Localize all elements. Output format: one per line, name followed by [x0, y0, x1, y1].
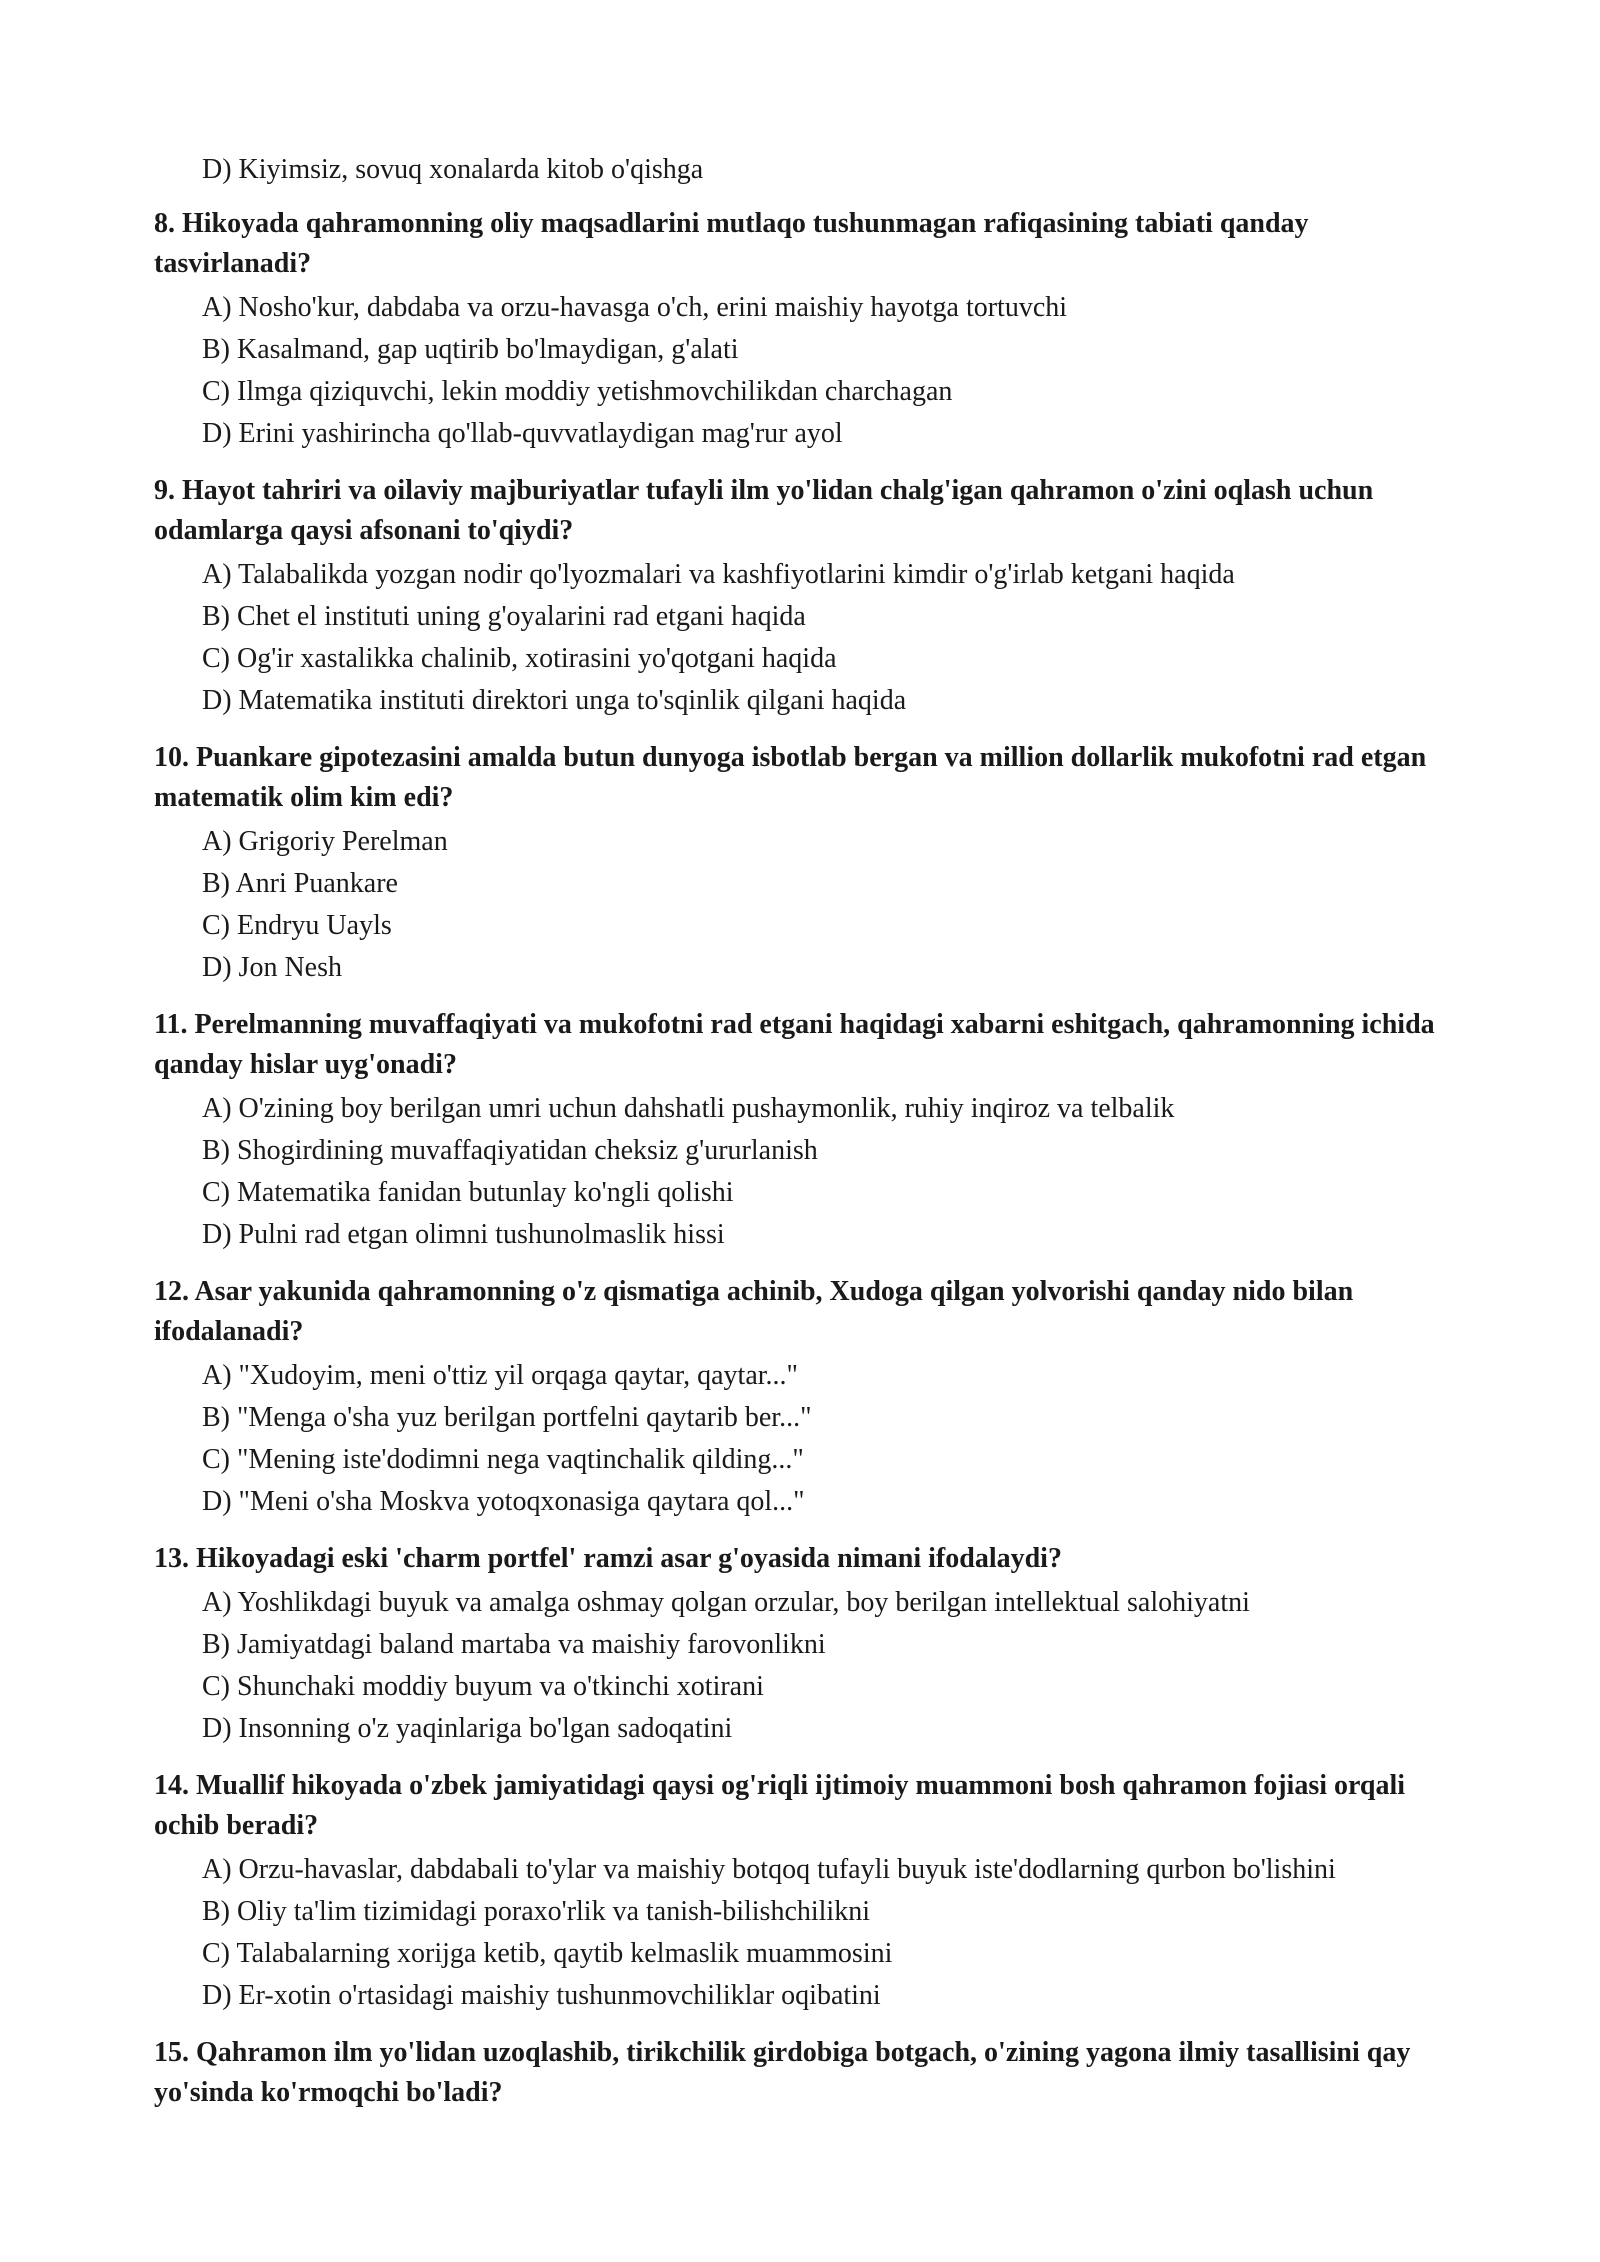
answer-options	[154, 1355, 1454, 1523]
answer-options	[154, 1849, 1454, 2017]
answer-options	[154, 1088, 1454, 1256]
answer-option: D) Pulni rad etgan olimni tushunolmaslik hissi	[202, 1219, 725, 1250]
answer-option: D) Er-xotin o'rtasidagi maishiy tushunmovchiliklar oqibatini	[202, 1980, 881, 2011]
answer-options	[154, 287, 1454, 455]
question-block	[154, 2033, 1454, 2113]
answer-option: C) Ilmga qiziquvchi, lekin moddiy yetishmovchilikdan charchagan	[202, 376, 953, 407]
answer-option: B) Kasalmand, gap uqtirib bo'lmaydigan, g'alati	[202, 334, 739, 365]
question-block	[154, 204, 1454, 455]
answer-option: D) Insonning o'z yaqinlariga bo'lgan sadoqatini	[202, 1713, 733, 1744]
question-text: 10. Puankare gipotezasini amalda butun dunyoga isbotlab bergan va million dollarlik mukofotni rad etgan matematik olim kim edi?	[154, 742, 1427, 813]
question-text: 12. Asar yakunida qahramonning o'z qismatiga achinib, Xudoga qilgan yolvorishi qanday nido bilan ifodalanadi?	[154, 1276, 1354, 1347]
answer-option: D) Matematika instituti direktori unga to'sqinlik qilgani haqida	[202, 685, 907, 716]
question-block	[154, 1005, 1454, 1256]
answer-option: D) Jon Nesh	[202, 952, 342, 983]
quiz-content	[154, 150, 1454, 2129]
question-block	[154, 738, 1454, 989]
answer-option: C) Matematika fanidan butunlay ko'ngli qolishi	[202, 1177, 734, 1208]
answer-option: B) Shogirdining muvaffaqiyatidan cheksiz g'ururlanish	[202, 1135, 818, 1166]
answer-option: A) Nosho'kur, dabdaba va orzu-havasga o'ch, erini maishiy hayotga tortuvchi	[202, 292, 1068, 323]
question-text: 15. Qahramon ilm yo'lidan uzoqlashib, tirikchilik girdobiga botgach, o'zining yagona ilmiy tasallisini qay yo'sinda ko'rmoqchi bo'ladi?	[154, 2037, 1411, 2108]
answer-option: D) Kiyimsiz, sovuq xonalarda kitob o'qishga	[202, 154, 704, 185]
answer-option: C) Og'ir xastalikka chalinib, xotirasini yo'qotgani haqida	[202, 643, 837, 674]
answer-options	[154, 821, 1454, 989]
answer-option: B) Anri Puankare	[202, 868, 398, 899]
answer-option: B) Oliy ta'lim tizimidagi poraxo'rlik va tanish-bilishchilikni	[202, 1896, 870, 1927]
answer-options	[154, 1582, 1454, 1750]
question-text: 13. Hikoyadagi eski 'charm portfel' ramzi asar g'oyasida nimani ifodalaydi?	[154, 1543, 1062, 1574]
answer-option: A) O'zining boy berilgan umri uchun dahshatli pushaymonlik, ruhiy inqiroz va telbalik	[202, 1093, 1175, 1124]
question-block	[154, 1766, 1454, 2017]
answer-option: A) Grigoriy Perelman	[202, 826, 448, 857]
answer-option: A) Orzu-havaslar, dabdabali to'ylar va maishiy botqoq tufayli buyuk iste'dodlarning qurbon bo'lishini	[202, 1854, 1336, 1885]
question-text: 9. Hayot tahriri va oilaviy majburiyatlar tufayli ilm yo'lidan chalg'igan qahramon o'zini oqlash uchun odamlarga qaysi afsonani to'qiydi?	[154, 475, 1374, 546]
answer-option: B) "Menga o'sha yuz berilgan portfelni qaytarib ber..."	[202, 1402, 812, 1433]
answer-option: B) Chet el instituti uning g'oyalarini rad etgani haqida	[202, 601, 806, 632]
answer-option: C) "Mening iste'dodimni nega vaqtinchalik qilding..."	[202, 1444, 804, 1475]
question-text: 14. Muallif hikoyada o'zbek jamiyatidagi qaysi og'riqli ijtimoiy muammoni bosh qahramon fojiasi orqali ochib beradi?	[154, 1770, 1406, 1841]
question-list	[154, 204, 1454, 2113]
answer-option: C) Endryu Uayls	[202, 910, 392, 941]
answer-option: D) Erini yashirincha qo'llab-quvvatlaydigan mag'rur ayol	[202, 418, 843, 449]
answer-option: B) Jamiyatdagi baland martaba va maishiy farovonlikni	[202, 1629, 826, 1660]
answer-option: A) "Xudoyim, meni o'ttiz yil orqaga qaytar, qaytar..."	[202, 1360, 798, 1391]
question-block	[154, 471, 1454, 722]
answer-option: C) Talabalarning xorijga ketib, qaytib kelmaslik muammosini	[202, 1938, 893, 1969]
answer-option: C) Shunchaki moddiy buyum va o'tkinchi xotirani	[202, 1671, 764, 1702]
question-text: 11. Perelmanning muvaffaqiyati va mukofotni rad etgani haqidagi xabarni eshitgach, qahramonning ichida qanday hislar uyg'onadi?	[154, 1009, 1435, 1080]
answer-option: D) "Meni o'sha Moskva yotoqxonasiga qaytara qol..."	[202, 1486, 805, 1517]
question-block	[154, 1272, 1454, 1523]
answer-option: A) Talabalikda yozgan nodir qo'lyozmalari va kashfiyotlarini kimdir o'g'irlab ketgani haqida	[202, 559, 1235, 590]
question-text: 8. Hikoyada qahramonning oliy maqsadlarini mutlaqo tushunmagan rafiqasining tabiati qanday tasvirlanadi?	[154, 208, 1309, 279]
answer-options	[154, 554, 1454, 722]
answer-option: A) Yoshlikdagi buyuk va amalga oshmay qolgan orzular, boy berilgan intellektual salohiyatni	[202, 1587, 1250, 1618]
question-block	[154, 1539, 1454, 1750]
